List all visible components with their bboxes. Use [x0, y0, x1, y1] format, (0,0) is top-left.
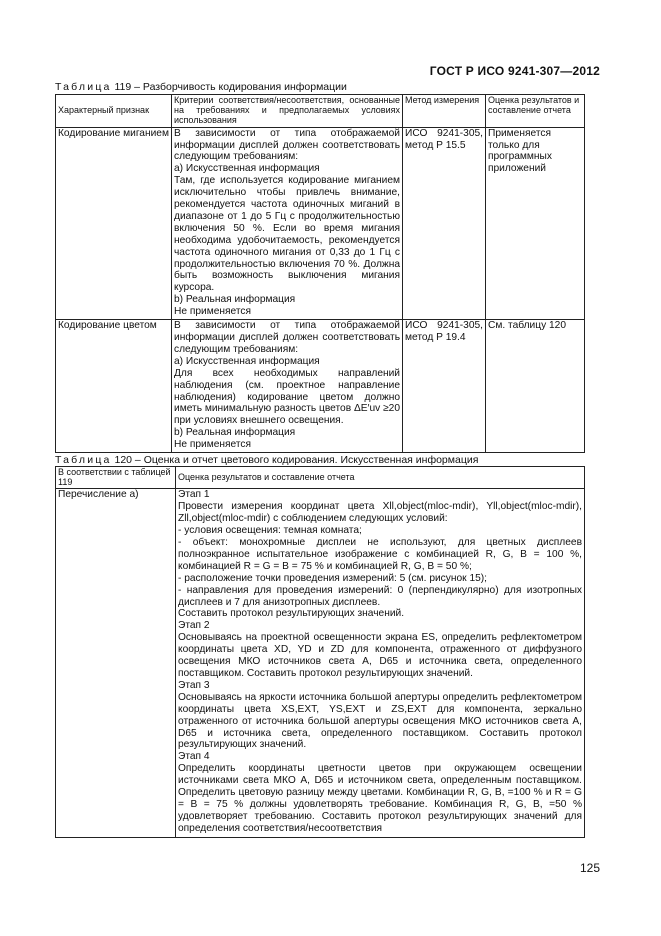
feature-cell: Кодирование миганием: [56, 127, 172, 320]
caption-prefix: Таблица: [55, 81, 112, 93]
stage-title: Этап 3: [178, 679, 210, 691]
criteria-cell: [172, 127, 403, 320]
evaluation-cell: Применяется только для программных приложений: [486, 127, 585, 320]
stage-line: - условия освещения: темная комната;: [178, 525, 362, 537]
table-120-caption: [55, 454, 478, 466]
stage-line: Основываясь на яркости источника большой апертуры определить рефлектометром координаты цвета XS,EXT, YS,EXT и ZS,EXT для компонента, зеркально отраженного от источника большой апертуры освещения МКО источников света А, D65 и источника света, определенного поставщиком. Составить протокол результирующих значений.: [178, 691, 582, 751]
caption-prefix: Таблица: [55, 454, 112, 466]
column-header: Оценка результатов и составление отчета: [176, 467, 585, 489]
stage-title: Этап 2: [178, 620, 210, 632]
caption-text: 120 – Оценка и отчет цветового кодирования. Искусственная информация: [114, 454, 479, 466]
caption-text: 119 – Разборчивость кодирования информации: [114, 81, 347, 93]
column-header: В соответствии с таблицей 119: [56, 467, 176, 489]
evaluation-cell: См. таблицу 120: [486, 320, 585, 453]
criteria-line: a) Искусственная информация: [174, 355, 320, 367]
stage-line: Основываясь на проектной освещенности экрана ES, определить рефлектометром координаты цвета XD, YD и ZD для компонента, отраженного от диффузного освещения МКО источников света А, D65 и источника света, определенного поставщиком. Составить протокол результирующих значений.: [178, 632, 582, 679]
column-header: Характерный признак: [56, 95, 172, 128]
stage-line: - направления для проведения измерений: 0 (перпендикулярно) для изотропных дисплеев и 7 для анизотропных дисплеев.: [178, 584, 582, 608]
criteria-line: Там, где используется кодирование миганием исключительно чтобы привлечь внимание, рекомендуется частота одиночных миганий в диапазоне от 1 до 5 Гц с продолжительностью включения 50 %. Если во время мигания необходима удобочитаемость, рекомендуется частота одиночного мигания от 0,33 до 1 Гц с продолжительностью включения 70 %. Должна быть возможность выключения мигания курсора.: [174, 175, 400, 294]
table-row: [56, 320, 585, 453]
stage-title: Этап 1: [178, 489, 210, 501]
stages-cell: [176, 489, 585, 837]
criteria-line: В зависимости от типа отображаемой информации дисплей должен соответствовать следующим требованиям:: [174, 320, 400, 355]
column-header: Оценка результатов и составление отчета: [486, 95, 585, 128]
table-row: [56, 127, 585, 320]
criteria-line: Для всех необходимых направлений наблюдения (см. проектное направление наблюдения) кодирование цветом должно иметь минимальную разность цветов ΔE′uv ≥20 при условиях внешнего освещения.: [174, 367, 400, 427]
column-header: Критерии соответствия/несоответствия, основанные на требованиях и предполагаемых условиях использования: [172, 95, 403, 128]
stage-title: Этап 4: [178, 751, 210, 763]
stage-line: Провести измерения координат цвета Xll,object(mloc-mdir), Yll,object(mloc-mdir), Zll,object(mloc-mdir) с соблюдением следующих условий:: [178, 501, 582, 525]
criteria-line: В зависимости от типа отображаемой информации дисплей должен соответствовать следующим требованиям:: [174, 127, 400, 163]
criteria-cell: [172, 320, 403, 453]
criteria-line: b) Реальная информация: [174, 294, 296, 306]
document-code: ГОСТ Р ИСО 9241-307—2012: [429, 64, 600, 78]
table-header-row: [56, 95, 585, 128]
criteria-line: b) Реальная информация: [174, 427, 296, 439]
criteria-line: Не применяется: [174, 439, 252, 451]
method-cell: ИСО 9241-305, метод Р 19.4: [403, 320, 486, 453]
stage-line: - расположение точки проведения измерений: 5 (см. рисунок 15);: [178, 572, 488, 584]
stage-line: Составить протокол результирующих значений.: [178, 608, 405, 620]
criteria-line: Не применяется: [174, 306, 252, 318]
criteria-line: a) Искусственная информация: [174, 163, 320, 175]
method-cell: ИСО 9241-305, метод Р 15.5: [403, 127, 486, 320]
page-number: 125: [579, 861, 600, 875]
stage-line: Определить координаты цветности цветов при окружающем освещении источниками света МКО А, D65 и источником света, определенным поставщиком. Определить цветовую разницу между цветами. Комбинации R, G, B, =100 % и R = G = B = 75 % должны удовлетворять требование. Комбинация R, G, B, =50 % удовлетворяет требованию. Составить протокол результирующих значений для определения соответствия/несоответствия: [178, 763, 582, 834]
stage-line: - объект: монохромные дисплеи не используют, для цветных дисплеев полноэкранное испытательное изображение с комбинацией R, G, B = 100 %, комбинацией R = G = B = 75 % и комбинацией R, G, B = 50 %;: [178, 537, 582, 572]
table-header-row: [56, 467, 585, 489]
table-119: [55, 94, 585, 453]
feature-cell: Кодирование цветом: [56, 320, 172, 453]
table-120: [55, 466, 585, 838]
table-119-caption: [55, 81, 347, 93]
table-row: [56, 489, 585, 837]
column-header: Метод измерения: [403, 95, 486, 128]
row-label-cell: Перечисление а): [56, 489, 176, 837]
